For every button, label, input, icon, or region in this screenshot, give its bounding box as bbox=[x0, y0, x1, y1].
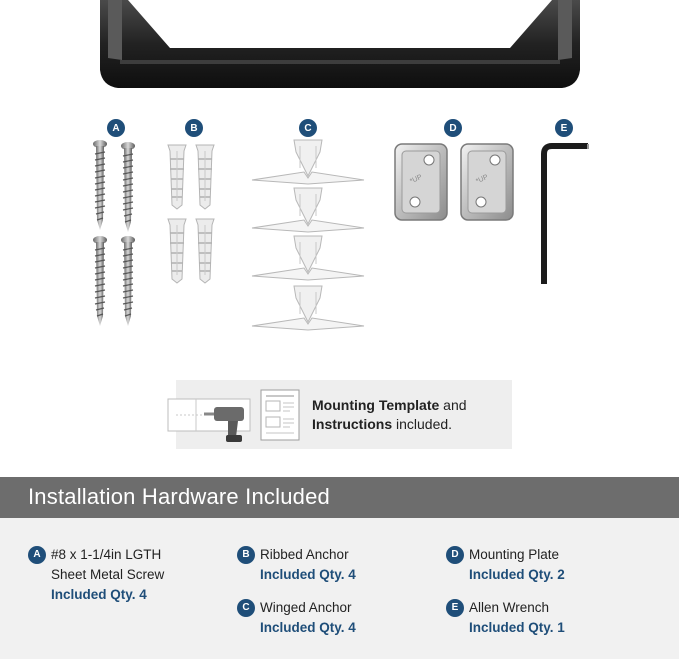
cabinet-handle-image bbox=[100, 0, 580, 95]
item-name-line1: #8 x 1-1/4in LGTH bbox=[51, 547, 162, 562]
template-normal: and bbox=[439, 397, 467, 413]
hardware-item-c bbox=[237, 598, 427, 642]
item-qty: Included Qty. 1 bbox=[469, 620, 565, 635]
screws-image bbox=[88, 140, 148, 330]
template-bold: Mounting Template bbox=[312, 397, 440, 413]
instructions-bold: Instructions bbox=[312, 416, 393, 432]
item-badge: A bbox=[28, 546, 46, 564]
part-badge-b: B bbox=[185, 119, 203, 137]
instructions-icon bbox=[260, 389, 300, 441]
template-caption bbox=[312, 396, 467, 434]
allen-wrench-image bbox=[538, 142, 594, 287]
plate-logo: *UP bbox=[475, 173, 490, 186]
item-qty: Included Qty. 4 bbox=[260, 620, 356, 635]
part-badge-d: D bbox=[444, 119, 462, 137]
drill-icon bbox=[166, 385, 256, 445]
banner-title: Installation Hardware Included bbox=[28, 484, 330, 509]
item-qty: Included Qty. 4 bbox=[51, 587, 147, 602]
item-badge: E bbox=[446, 599, 464, 617]
part-badge-e: E bbox=[555, 119, 573, 137]
item-name-line1: Mounting Plate bbox=[469, 547, 560, 562]
hardware-item-d bbox=[446, 545, 646, 589]
ribbed-anchors-image bbox=[162, 145, 228, 290]
item-badge: B bbox=[237, 546, 255, 564]
winged-anchors-image bbox=[248, 140, 368, 335]
plate-logo: *UP bbox=[409, 173, 424, 186]
hardware-item-e bbox=[446, 598, 646, 642]
item-badge: D bbox=[446, 546, 464, 564]
item-name-line1: Winged Anchor bbox=[260, 600, 352, 615]
part-badge-c: C bbox=[299, 119, 317, 137]
instructions-normal: included. bbox=[392, 416, 453, 432]
item-qty: Included Qty. 2 bbox=[469, 567, 565, 582]
item-qty: Included Qty. 4 bbox=[260, 567, 356, 582]
part-badge-a: A bbox=[107, 119, 125, 137]
item-badge: C bbox=[237, 599, 255, 617]
item-name-line1: Ribbed Anchor bbox=[260, 547, 349, 562]
item-name-line1: Allen Wrench bbox=[469, 600, 550, 615]
item-name-line2: Sheet Metal Screw bbox=[51, 567, 165, 582]
hardware-item-a bbox=[28, 545, 228, 609]
hardware-item-b bbox=[237, 545, 427, 589]
